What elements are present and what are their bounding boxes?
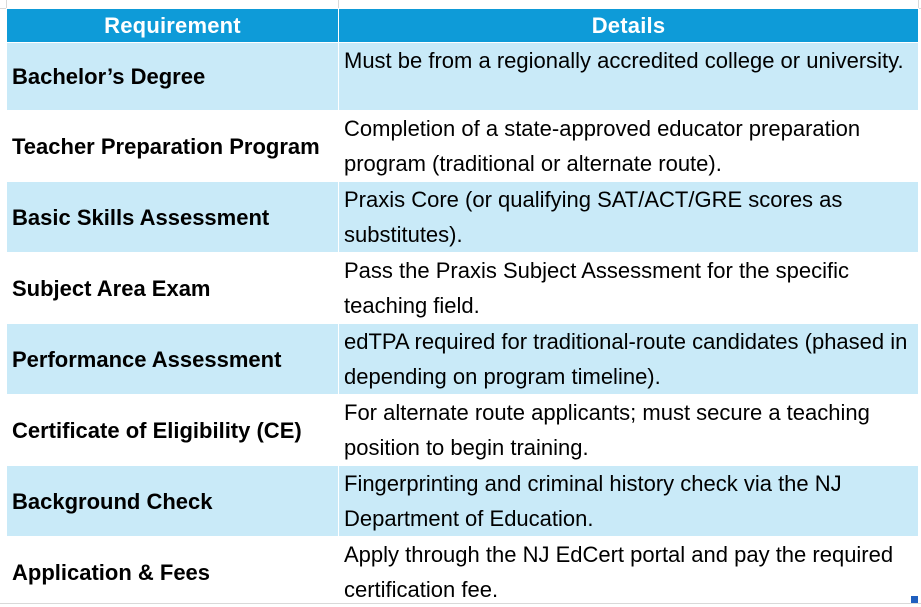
table-resize-handle-icon[interactable]: [911, 596, 918, 603]
requirement-cell[interactable]: Subject Area Exam: [7, 253, 339, 324]
requirement-cell[interactable]: Basic Skills Assessment: [7, 182, 339, 253]
table-row: [7, 324, 919, 395]
header-details[interactable]: Details: [339, 9, 919, 43]
table-row: [7, 182, 919, 253]
table-row: [7, 395, 919, 466]
requirements-table: [6, 8, 919, 607]
sheet-bottom-gridline: [0, 603, 921, 607]
requirement-cell[interactable]: Teacher Preparation Program: [7, 111, 339, 182]
requirement-cell[interactable]: Performance Assessment: [7, 324, 339, 395]
table-row: [7, 537, 919, 607]
details-cell[interactable]: edTPA required for traditional-route candidates (phased in depending on program timeline).: [339, 324, 919, 395]
details-cell[interactable]: Completion of a state-approved educator preparation program (traditional or alternate route).: [339, 111, 919, 182]
details-cell[interactable]: Praxis Core (or qualifying SAT/ACT/GRE scores as substitutes).: [339, 182, 919, 253]
header-row: [7, 9, 919, 43]
details-cell[interactable]: Must be from a regionally accredited college or university.: [339, 43, 919, 111]
details-cell[interactable]: Pass the Praxis Subject Assessment for the specific teaching field.: [339, 253, 919, 324]
requirement-cell[interactable]: Application & Fees: [7, 537, 339, 607]
gridline: [338, 0, 339, 8]
table-row: [7, 253, 919, 324]
requirement-cell[interactable]: Bachelor’s Degree: [7, 43, 339, 111]
details-cell[interactable]: For alternate route applicants; must secure a teaching position to begin training.: [339, 395, 919, 466]
table-row: [7, 466, 919, 537]
table-row: [7, 111, 919, 182]
requirement-cell[interactable]: Certificate of Eligibility (CE): [7, 395, 339, 466]
header-requirement[interactable]: Requirement: [7, 9, 339, 43]
details-cell[interactable]: Apply through the NJ EdCert portal and pay the required certification fee.: [339, 537, 919, 607]
table-row: [7, 43, 919, 111]
gridline: [918, 0, 919, 8]
requirement-cell[interactable]: Background Check: [7, 466, 339, 537]
details-cell[interactable]: Fingerprinting and criminal history check via the NJ Department of Education.: [339, 466, 919, 537]
gridline: [6, 0, 7, 8]
